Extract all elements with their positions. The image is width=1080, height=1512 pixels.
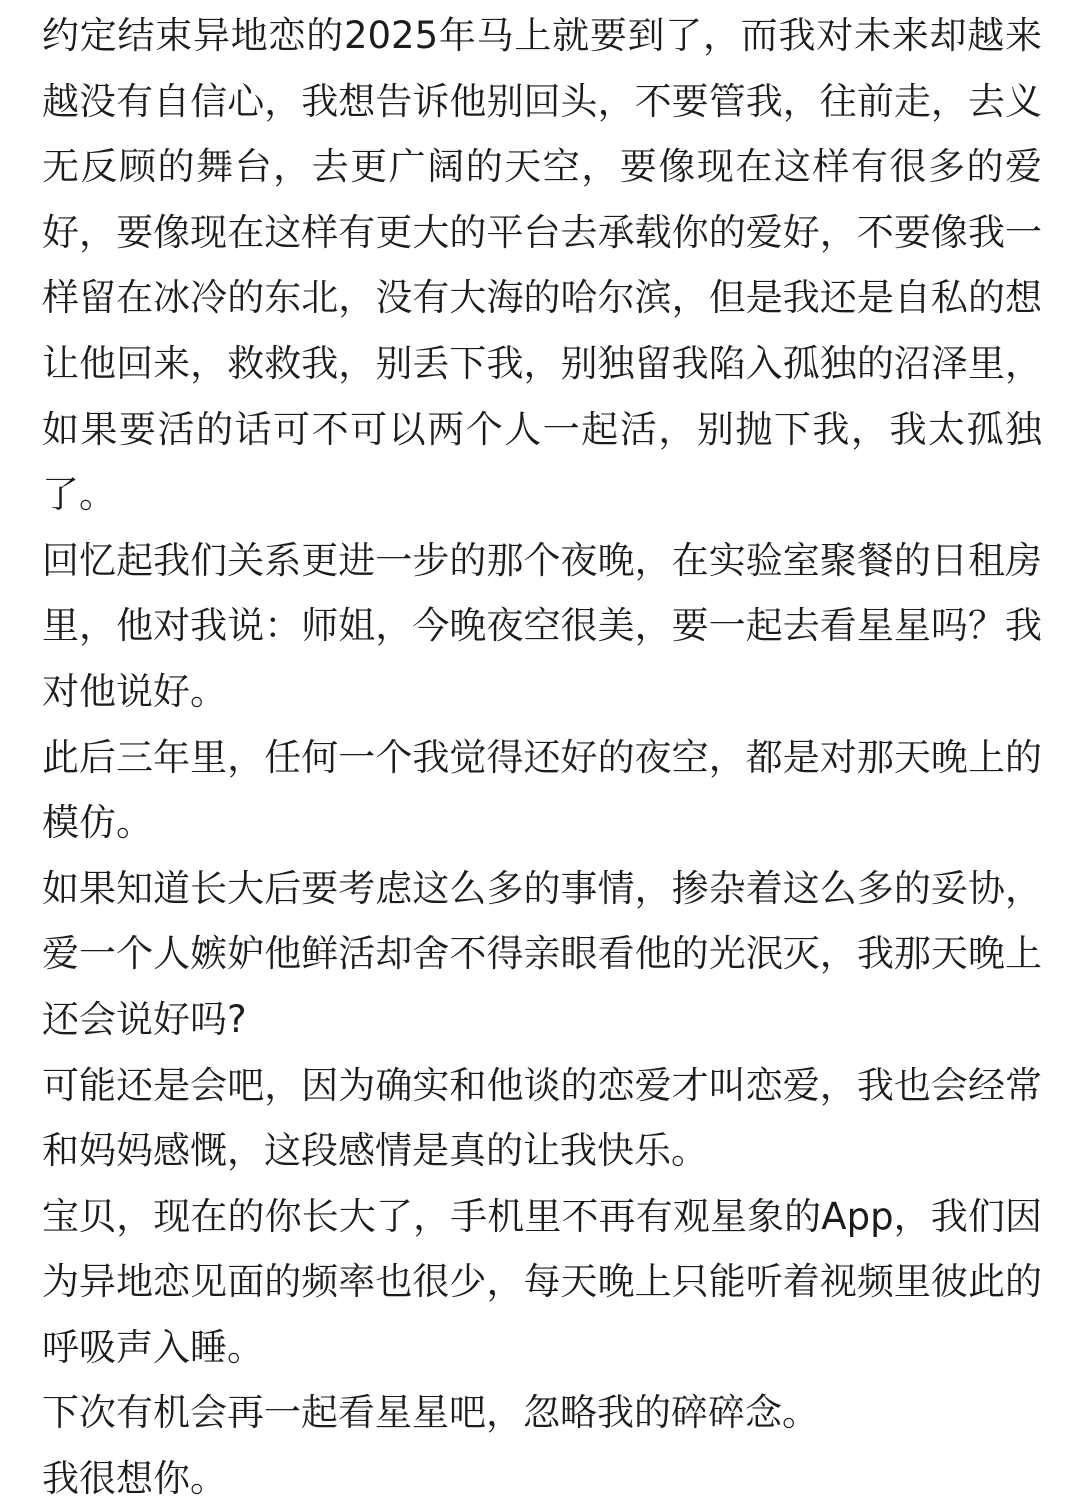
paragraph: 回忆起我们关系更进一步的那个夜晚，在实验室聚餐的日租房里，他对我说：师姐，今晚夜空很美，要一起去看星星吗？我对他说好。 [42,538,1042,713]
post-body [42,3,1042,1512]
paragraph: 此后三年里，任何一个我觉得还好的夜空，都是对那天晚上的模仿。 [42,735,1042,845]
paragraph: 我很想你。 [42,1457,227,1501]
paragraph: 约定结束异地恋的2025年马上就要到了，而我对未来却越来越没有自信心，我想告诉他别回头，不要管我，往前走，去义无反顾的舞台，去更广阔的天空，要像现在这样有很多的爱好，要像现在这样有更大的平台去承载你的爱好，不要像我一样留在冰冷的东北，没有大海的哈尔滨，但是我还是自私的想让他回来，救救我，别丢下我，别独留我陷入孤独的沼泽里，如果要活的话可不可以两个人一起活，别抛下我，我太孤独了。 [42,14,1042,517]
paragraph: 可能还是会吧，因为确实和他谈的恋爱才叫恋爱，我也会经常和妈妈感慨，这段感情是真的让我快乐。 [42,1063,1042,1173]
paragraph: 宝贝，现在的你长大了，手机里不再有观星象的App，我们因为异地恋见面的频率也很少，每天晚上只能听着视频里彼此的呼吸声入睡。 [42,1194,1042,1369]
paragraph: 下次有机会再一起看星星吧，忽略我的碎碎念。 [42,1391,819,1435]
paragraph: 如果知道长大后要考虑这么多的事情，掺杂着这么多的妥协，爱一个人嫉妒他鲜活却舍不得亲眼看他的光泯灭，我那天晚上还会说好吗? [42,866,1042,1041]
